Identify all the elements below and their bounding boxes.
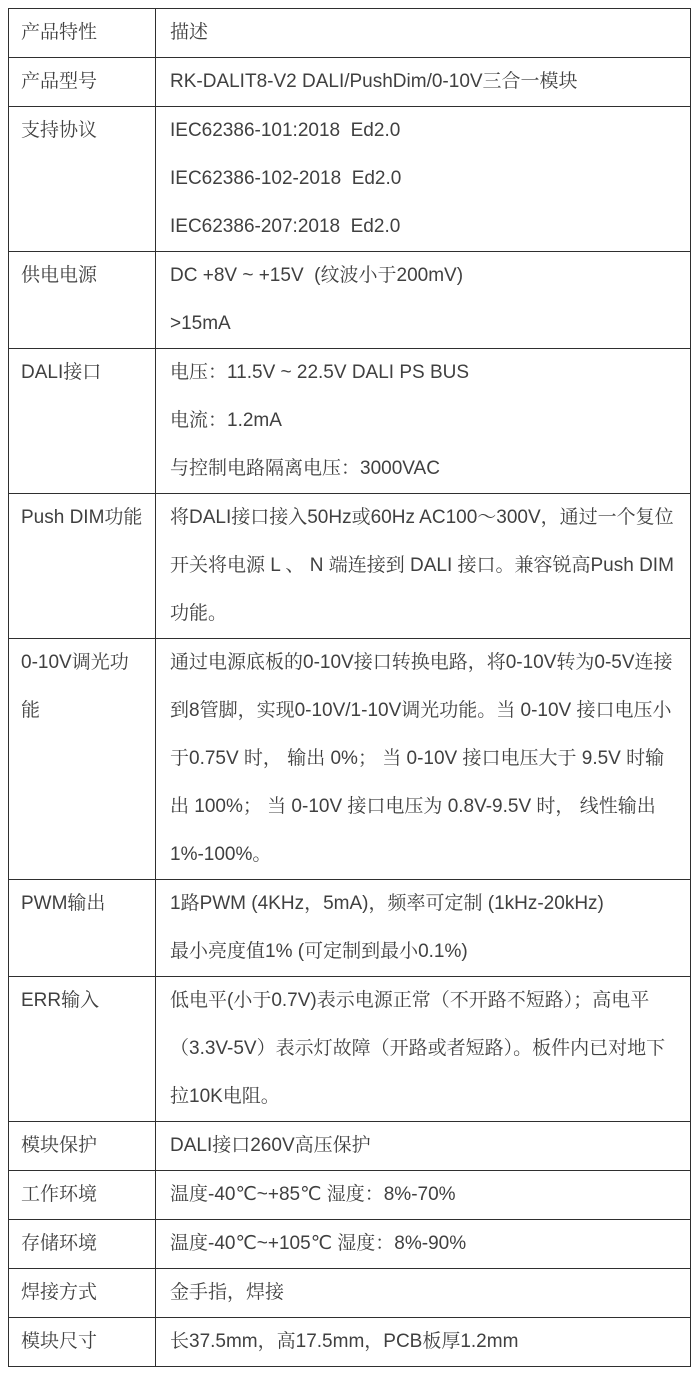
feature-label: Push DIM功能 [9,494,156,638]
feature-label: 工作环境 [9,1171,156,1219]
column-header-feature: 产品特性 [9,9,156,57]
table-row [9,1318,690,1367]
feature-label: DALI接口 [9,349,156,493]
table-row [9,977,690,1122]
description-line: 最小亮度值1% (可定制到最小0.1%) [170,941,468,962]
table-row [9,107,690,252]
table-row [9,1171,690,1220]
description-line: 金手指，焊接 [170,1282,285,1303]
description-line: DALI接口260V高压保护 [170,1135,371,1156]
feature-label: 产品型号 [9,58,156,106]
feature-label: ERR输入 [9,977,156,1121]
table-row [9,252,690,349]
feature-description [156,349,690,493]
description-line: 长37.5mm，高17.5mm，PCB板厚1.2mm [170,1331,519,1352]
description-line: 电压：11.5V ~ 22.5V DALI PS BUS [170,362,470,383]
description-line: RK-DALIT8-V2 DALI/PushDim/0-10V三合一模块 [170,71,578,92]
feature-description [156,1122,690,1170]
product-spec-table [8,8,691,1367]
feature-label: 焊接方式 [9,1269,156,1317]
table-row [9,639,690,880]
table-row [9,349,690,494]
feature-description [156,252,690,348]
description-line: 低电平(小于0.7V)表示电源正常（不开路不短路）；高电平（3.3V-5V）表示灯故障（开路或者短路）。板件内已对地下拉10K电阻。 [170,990,666,1107]
description-line: IEC62386-101:2018 Ed2.0 [170,120,401,141]
description-line: 1路PWM (4KHz，5mA)，频率可定制 (1kHz-20kHz) [170,893,604,914]
feature-description [156,1269,690,1317]
feature-description [156,639,690,879]
description-line: 温度-40℃~+105℃ 湿度：8%-90% [170,1233,467,1254]
table-row [9,1220,690,1269]
feature-label: 模块保护 [9,1122,156,1170]
table-header-row [9,9,690,58]
feature-label: 供电电源 [9,252,156,348]
table-body [9,58,690,1367]
description-line: 通过电源底板的0-10V接口转换电路，将0-10V转为0-5V连接到8管脚，实现0-10V/1-10V调光功能。当 0-10V 接口电压小于0.75V 时， 输出 0%； 当 0-10V 接口电压大于 9.5V 时输出 100%； 当 0-10V 接口电压为 0.8V-9.5V 时， 线性输出 1%-100%。 [170,652,673,865]
description-line: 温度-40℃~+85℃ 湿度：8%-70% [170,1184,456,1205]
feature-description [156,58,690,106]
description-line: IEC62386-207:2018 Ed2.0 [170,216,401,237]
feature-description [156,107,690,251]
description-line: >15mA [170,313,231,334]
feature-label: PWM输出 [9,880,156,976]
description-line: 电流：1.2mA [170,410,282,431]
feature-label: 0-10V调光功能 [9,639,156,879]
feature-description [156,880,690,976]
feature-label: 模块尺寸 [9,1318,156,1366]
feature-description [156,1220,690,1268]
table-row [9,1122,690,1171]
feature-description [156,1318,690,1366]
feature-label: 存储环境 [9,1220,156,1268]
table-row [9,1269,690,1318]
description-line: DC +8V ~ +15V (纹波小于200mV) [170,265,464,286]
description-line: IEC62386-102-2018 Ed2.0 [170,168,402,189]
feature-description [156,1171,690,1219]
description-line: 将DALI接口接入50Hz或60Hz AC100～300V，通过一个复位开关将电源 L 、 N 端连接到 DALI 接口。兼容锐高Push DIM 功能。 [170,507,680,624]
column-header-description: 描述 [170,22,209,43]
table-row [9,494,690,639]
feature-label: 支持协议 [9,107,156,251]
table-row [9,880,690,977]
table-row [9,58,690,107]
description-line: 与控制电路隔离电压：3000VAC [170,458,440,479]
feature-description [156,494,690,638]
feature-description [156,977,690,1121]
